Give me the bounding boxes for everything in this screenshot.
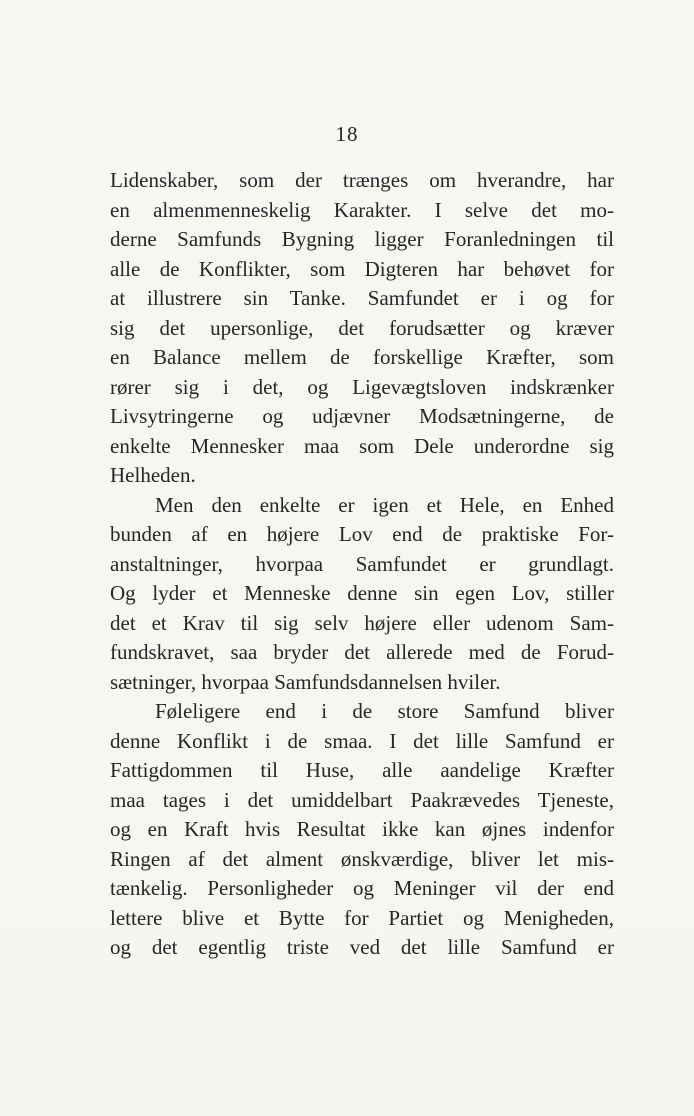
text-line: lettere blive et Bytte for Partiet og Menigheden, — [110, 905, 614, 930]
text-line: Men den enkelte er igen et Hele, en Enhed — [155, 492, 614, 517]
text-line: en Balance mellem de forskellige Kræfter, som — [110, 345, 614, 369]
text-line: enkelte Mennesker maa som Dele underordne sig — [110, 433, 614, 458]
text-line: alle de Konflikter, som Digteren har behøvet for — [110, 256, 614, 281]
text-line: anstaltninger, hvorpaa Samfundet er grundlagt. — [110, 551, 614, 576]
text-line: derne Samfunds Bygning ligger Foranledningen til — [110, 227, 614, 251]
text-line: at illustrere sin Tanke. Samfundet er i og for — [110, 286, 614, 310]
text-line: sætninger, hvorpaa Samfundsdannelsen hviler. — [110, 669, 501, 694]
text-line: bunden af en højere Lov end de praktiske For- — [110, 522, 614, 546]
text-line: sig det upersonlige, det forudsætter og kræver — [110, 315, 614, 340]
text-line: Ringen af det alment ønskværdige, bliver let mis- — [110, 846, 614, 871]
text-line: tænkelig. Personligheder og Meninger vil der end — [110, 876, 614, 900]
text-line: maa tages i det umiddelbart Paakrævedes Tjeneste, — [110, 787, 614, 812]
text-line: Føleligere end i de store Samfund bliver — [155, 699, 614, 723]
page-number: 18 — [335, 122, 359, 146]
text-line: Livsytringerne og udjævner Modsætningerne, de — [110, 404, 614, 428]
text-line: en almenmenneskelig Karakter. I selve det mo- — [110, 197, 614, 222]
text-line: fundskravet, saa bryder det allerede med de Forud- — [110, 640, 614, 664]
text-line: og det egentlig triste ved det lille Samfund er — [110, 935, 614, 959]
body-text — [110, 166, 614, 963]
text-line: rører sig i det, og Ligevægtsloven indskrænker — [110, 374, 614, 399]
text-line: denne Konflikt i de smaa. I det lille Samfund er — [110, 728, 614, 753]
text-line: Lidenskaber, som der trænges om hverandre, har — [110, 168, 614, 192]
text-line: Fattigdommen til Huse, alle aandelige Kræfter — [110, 758, 614, 782]
text-line: det et Krav til sig selv højere eller udenom Sam- — [110, 610, 614, 635]
text-line: Helheden. — [110, 463, 196, 487]
text-line: og en Kraft hvis Resultat ikke kan øjnes indenfor — [110, 817, 614, 841]
text-line: Og lyder et Menneske denne sin egen Lov, stiller — [110, 581, 614, 605]
